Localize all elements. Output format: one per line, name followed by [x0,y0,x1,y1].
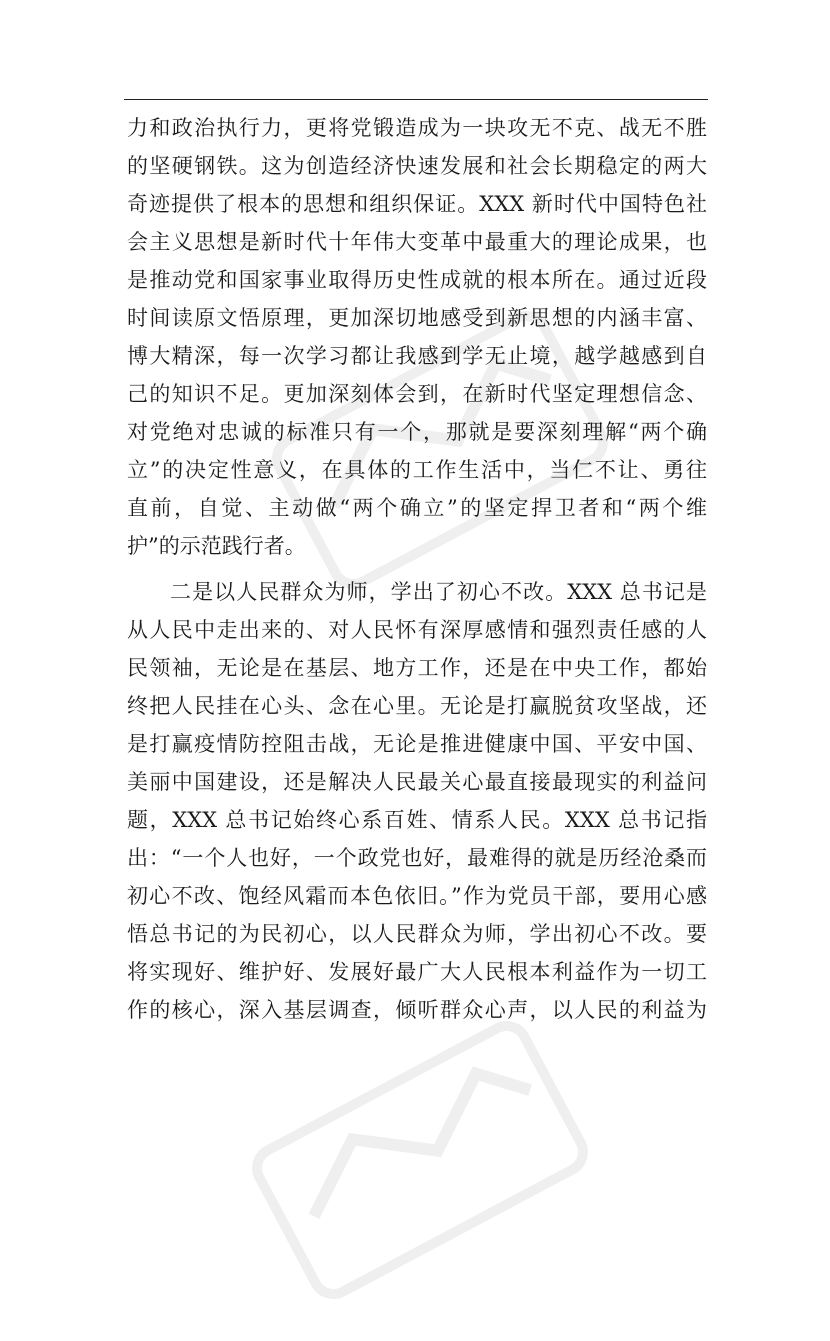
text-line-content: 时间读原文悟原理，更加深切地感受到新思想的内涵丰富、 [127,306,707,330]
text-line-content: 终把人民挂在心头、念在心里。无论是打赢脱贫攻坚战，还 [127,694,707,718]
text-line-content: 作的核心，深入基层调查，倾听群众心声，以人民的利益为 [127,998,707,1022]
text-line-content: 己的知识不足。更加深刻体会到，在新时代坚定理想信念、 [127,382,707,406]
text-line-content: 从人民中走出来的、对人民怀有深厚感情和强烈责任感的人 [127,618,707,642]
text-line [0,489,830,527]
text-line [0,763,830,801]
text-line [0,725,830,763]
text-line-content: 会主义思想是新时代十年伟大变革中最重大的理论成果，也 [127,230,707,254]
text-line-content: 美丽中国建设，还是解决人民最关心最直接最现实的利益问 [127,770,707,794]
text-line [0,953,830,991]
text-line [0,451,830,489]
header-rule [124,99,708,100]
text-line-content: 悟总书记的为民初心，以人民群众为师，学出初心不改。要 [127,922,707,946]
text-line-content: 的坚硬钢铁。这为创造经济快速发展和社会长期稳定的两大 [127,154,707,178]
text-line-content: 题，XXX 总书记始终心系百姓、情系人民。XXX 总书记指 [127,808,707,832]
text-line [0,687,830,725]
text-line-content: 护”的示范践行者。 [127,534,306,558]
text-line-content: 奇迹提供了根本的思想和组织保证。XXX 新时代中国特色社 [127,192,707,216]
text-line [0,337,830,375]
text-line [0,991,830,1029]
text-line-content: 直前，自觉、主动做“两个确立”的坚定捍卫者和“两个维 [127,496,707,520]
text-line [0,801,830,839]
text-line [0,915,830,953]
text-line [0,261,830,299]
paragraph-start-line [0,573,830,611]
text-line-content: 是推动党和国家事业取得历史性成就的根本所在。通过近段 [127,268,707,292]
text-line-content: 二是以人民群众为师，学出了初心不改。XXX 总书记是 [170,580,707,604]
text-line-content: 民领袖，无论是在基层、地方工作，还是在中央工作，都始 [127,656,707,680]
text-line-content: 立”的决定性意义，在具体的工作生活中，当仁不让、勇往 [127,458,707,482]
text-line [0,877,830,915]
text-line [0,147,830,185]
text-line [0,527,830,565]
text-line [0,109,830,147]
text-line-content: 力和政治执行力，更将党锻造成为一块攻无不克、战无不胜 [127,116,707,140]
text-line-content: 初心不改、饱经风霜而本色依旧。”作为党员干部，要用心感 [127,884,707,908]
watermark-logo-icon [222,979,617,1341]
text-line [0,223,830,261]
text-line-content: 博大精深，每一次学习都让我感到学无止境，越学越感到自 [127,344,707,368]
text-line [0,413,830,451]
text-line-content: 对党绝对忠诚的标准只有一个，那就是要深刻理解“两个确 [127,420,707,444]
text-line-content: 是打赢疫情防控阻击战，无论是推进健康中国、平安中国、 [127,732,707,756]
text-line [0,839,830,877]
text-line [0,649,830,687]
text-line [0,299,830,337]
text-line [0,375,830,413]
text-line [0,185,830,223]
text-line [0,611,830,649]
text-line-content: 出：“一个人也好，一个政党也好，最难得的就是历经沧桑而 [127,846,707,870]
text-line-content: 将实现好、维护好、发展好最广大人民根本利益作为一切工 [127,960,707,984]
